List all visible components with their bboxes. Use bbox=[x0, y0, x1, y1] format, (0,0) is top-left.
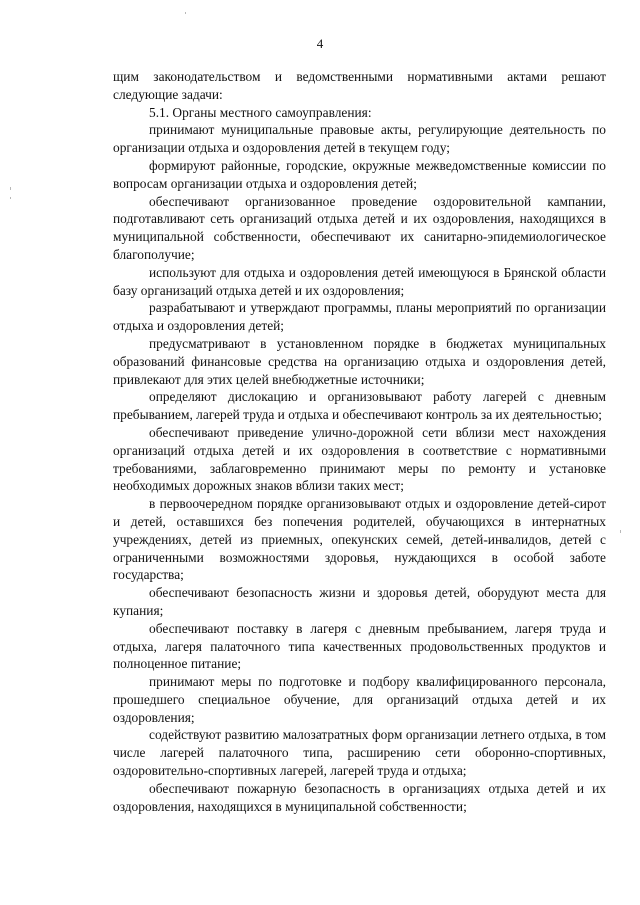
paragraph: принимают муниципальные правовые акты, регулирующие деятельность по организации отдыха и оздоровления детей в текущем году; bbox=[113, 122, 606, 156]
page-number: 4 bbox=[316, 36, 324, 51]
scan-artifact-mark bbox=[10, 197, 11, 199]
paragraph: формируют районные, городские, окружные межведомственные комиссии по вопросам организации отдыха и оздоровления детей; bbox=[113, 157, 606, 191]
document-body bbox=[113, 68, 606, 815]
scan-artifact-mark bbox=[185, 12, 186, 14]
scan-artifact-mark bbox=[620, 530, 621, 533]
paragraph-intro: щим законодательством и ведомственными нормативными актами решают следующие задачи: bbox=[113, 69, 606, 102]
paragraph: в первоочередном порядке организовывают отдых и оздоровление детей-сирот и детей, оставшихся без попечения родителей, обучающихся в интернатных учреждениях, детей из приемных, опекунских семей, детей-инвалидов, детей с ограниченными возможностями здоровья, нуждающихся в особой заботе государства; bbox=[113, 496, 606, 583]
paragraph: обеспечивают организованное проведение оздоровительной кампании, подготавливают сеть организаций отдыха детей и их оздоровления, находящихся в муниципальной собственности, обеспечивают их санитарно-эпидемиологическое благополучие; bbox=[113, 193, 606, 262]
paragraph: принимают меры по подготовке и подбору квалифицированного персонала, прошедшего специальное обучение, для организаций отдыха детей и их оздоровления; bbox=[113, 674, 606, 725]
scan-artifact-mark bbox=[10, 187, 11, 190]
paragraph: используют для отдыха и оздоровления детей имеющуюся в Брянской области базу организаций отдыха детей и их оздоровления; bbox=[113, 264, 606, 298]
paragraph: обеспечивают приведение улично-дорожной сети вблизи мест нахождения организаций отдыха детей и их оздоровления в соответствие с нормативными требованиями, заблаговременно принимают меры по ремонту и установке необходимых дорожных знаков вблизи таких мест; bbox=[113, 424, 606, 494]
paragraph: содействуют развитию малозатратных форм организации летнего отдыха, в том числе лагерей палаточного типа, расширению сети оборонно-спортивных, оздоровительно-спортивных лагерей, лагерей труда и отдыха; bbox=[113, 727, 606, 779]
section-heading: 5.1. Органы местного самоуправления: bbox=[149, 104, 372, 120]
paragraph: определяют дислокацию и организовывают работу лагерей с дневным пребыванием, лагерей труда и отдыха и обеспечивают контроль за их деятельностью; bbox=[113, 389, 606, 423]
paragraph: разрабатывают и утверждают программы, планы мероприятий по организации отдыха и оздоровления детей; bbox=[113, 300, 606, 334]
paragraph: обеспечивают безопасность жизни и здоровья детей, оборудуют места для купания; bbox=[113, 585, 606, 618]
paragraph: обеспечивают пожарную безопасность в организациях отдыха детей и их оздоровления, находящихся в муниципальной собственности; bbox=[113, 780, 606, 814]
paragraph: обеспечивают поставку в лагеря с дневным пребыванием, лагеря труда и отдыха, лагеря палаточного типа качественных продовольственных продуктов и полноценное питание; bbox=[113, 620, 606, 672]
paragraph: предусматривают в установленном порядке в бюджетах муниципальных образований финансовые средства на организацию отдыха и оздоровления детей, привлекают для этих целей внебюджетные источники; bbox=[113, 335, 606, 387]
